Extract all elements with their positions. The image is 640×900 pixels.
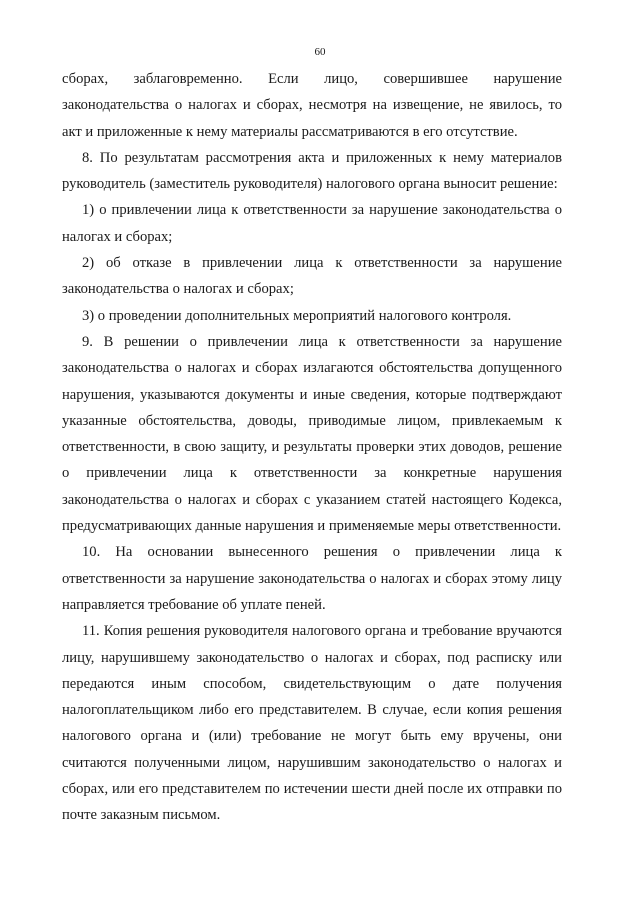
paragraph-item-8: 8. По результатам рассмотрения акта и приложенных к нему материалов руководитель (заместитель руководителя) налогового органа выносит решение: [62,149,562,193]
page-number: 60 [314,46,326,58]
paragraph-continuation: сборах, заблаговременно. Если лицо, совершившее нарушение законодательства о налогах и сборах, несмотря на извещение, не явилось, то акт и приложенные к нему материалы рассматриваются в его отсутствие. [62,71,562,140]
paragraph-item-11: 11. Копия решения руководителя налогового органа и требование вручаются лицу, нарушившему законодательство о налогах и сборах, под расписку или передаются иным способом, свидетельствующим о дате получения налогоплательщиком либо его представителем. В случае, если копия решения налогового органа и (или) требование не могут быть ему вручены, они считаются полученными лицом, нарушившим законодательство о налогах и сборах, или его представителем по истечении шести дней после их отправки по почте заказным письмом. [62,623,562,824]
paragraph-subitem-3: 3) о проведении дополнительных мероприятий налогового контроля. [82,307,512,324]
document-body [62,66,562,829]
paragraph-subitem-2: 2) об отказе в привлечении лица к ответственности за нарушение законодательства о налогах и сборах; [62,255,562,298]
paragraph-item-9: 9. В решении о привлечении лица к ответственности за нарушение законодательства о налогах и сборах излагаются обстоятельства допущенного нарушения, указываются документы и иные сведения, которые подтверждают указанные обстоятельства, доводы, приводимые лицом, привлекаемым к ответственности, в свою защиту, и результаты проверки этих доводов, решение о привлечении лица к ответственности за конкретные нарушения законодательства о налогах и сборах с указанием статей настоящего Кодекса, предусматривающих данные нарушения и применяемые меры ответственности. [62,333,562,535]
paragraph-subitem-1: 1) о привлечении лица к ответственности за нарушение законодательства о налогах и сборах; [62,202,562,245]
paragraph-item-10: 10. На основании вынесенного решения о привлечении лица к ответственности за нарушение законодательства о налогах и сборах этому лицу направляется требование об уплате пеней. [62,544,562,613]
